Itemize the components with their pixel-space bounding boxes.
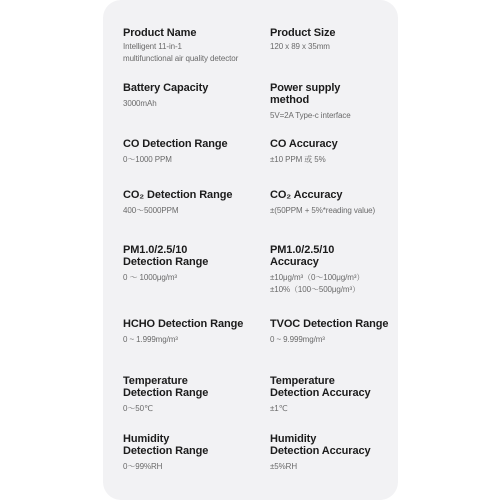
spec-value: 3000mAh [123,99,157,108]
spec-value: ±10μg/m³（0～100μg/m³） ±10%（100～500μg/m³） [270,273,365,294]
spec-value: 0 ~ 1.999mg/m³ [123,335,178,344]
spec-label: Power supply method [270,82,341,106]
spec-value: ±10 PPM 或 5% [270,155,326,164]
spec-value: ±5%RH [270,462,298,471]
spec-value: 0～1000 PPM [123,155,172,164]
spec-value: 400～5000PPM [123,206,179,215]
spec-hcho-range [123,318,263,346]
spec-pm-range [123,244,263,284]
spec-label: CO₂ Accuracy [270,189,343,201]
spec-label: Humidity Detection Range [123,433,209,457]
spec-label: Temperature Detection Range [123,375,209,399]
spec-label: Product Size [270,27,336,39]
spec-label: CO Detection Range [123,138,228,150]
spec-value: 120 x 89 x 35mm [270,42,330,51]
spec-label: PM1.0/2.5/10 Accuracy [270,244,335,268]
spec-value: Intelligent 11-in-1 multifunctional air quality detector [123,42,239,63]
spec-label: TVOC Detection Range [270,318,389,330]
spec-pm-accuracy [270,244,410,296]
spec-co-accuracy [270,138,410,166]
spec-label: PM1.0/2.5/10 Detection Range [123,244,209,268]
spec-humidity-range [123,433,263,473]
spec-label: CO Accuracy [270,138,338,150]
spec-co2-accuracy [270,189,410,217]
spec-value: 5V=2A Type-c interface [270,111,351,120]
spec-value: ±(50PPM + 5%*reading value) [270,206,376,215]
spec-power-supply [270,82,410,122]
spec-co-range [123,138,263,166]
spec-product-name [123,27,263,65]
spec-label: Humidity Detection Accuracy [270,433,371,457]
spec-value: ±1℃ [270,404,288,413]
spec-label: Battery Capacity [123,82,209,94]
spec-battery-capacity [123,82,263,110]
spec-label: CO₂ Detection Range [123,189,233,201]
spec-value: 0～50℃ [123,404,153,413]
spec-card [103,0,398,500]
spec-value: 0 ～ 1000μg/m³ [123,273,178,282]
spec-label: Product Name [123,27,197,39]
spec-temperature-range [123,375,263,415]
spec-label: Temperature Detection Accuracy [270,375,371,399]
spec-product-size [270,27,410,53]
spec-co2-range [123,189,263,217]
spec-tvoc-range [270,318,410,346]
spec-value: 0～99%RH [123,462,163,471]
spec-temperature-accuracy [270,375,410,415]
spec-humidity-accuracy [270,433,410,473]
spec-value: 0 ~ 9.999mg/m³ [270,335,325,344]
spec-label: HCHO Detection Range [123,318,244,330]
